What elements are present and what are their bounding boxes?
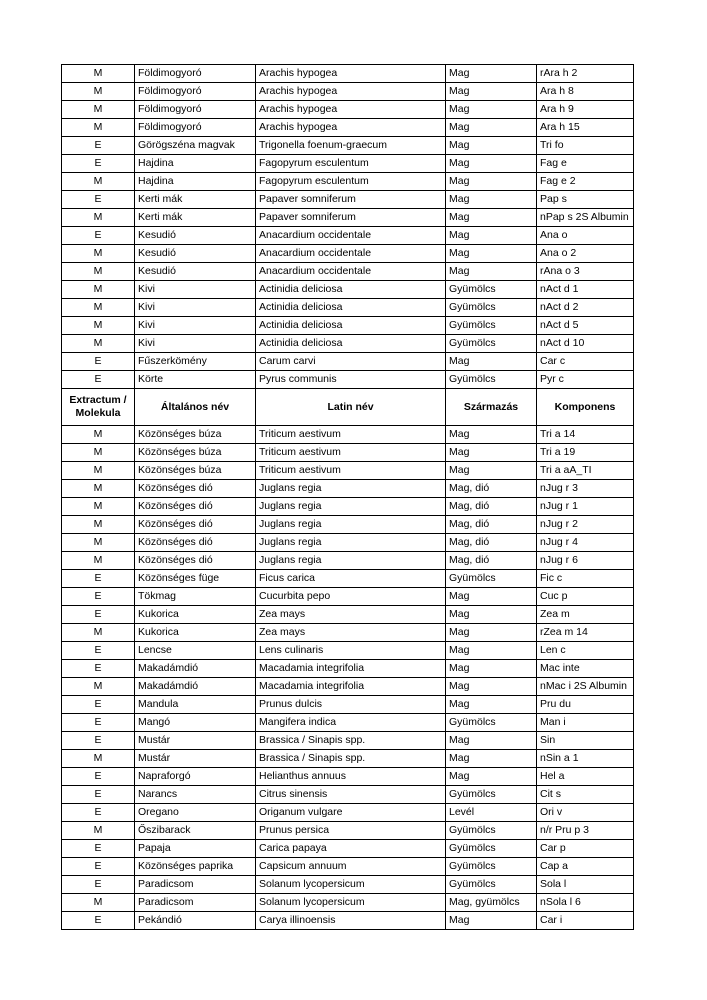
origin-cell: Mag: [446, 606, 537, 624]
common-name-cell: Őszibarack: [135, 822, 256, 840]
origin-cell: Mag: [446, 245, 537, 263]
common-name-cell: Papaja: [135, 840, 256, 858]
table-row: [62, 732, 634, 750]
latin-name-cell: Triticum aestivum: [256, 426, 446, 444]
header-altalanos-nev: Általános név: [135, 389, 256, 426]
type-cell: M: [62, 209, 135, 227]
common-name-cell: Kukorica: [135, 606, 256, 624]
common-name-cell: Lencse: [135, 642, 256, 660]
component-cell: Fic c: [537, 570, 634, 588]
origin-cell: Gyümölcs: [446, 714, 537, 732]
table-row: [62, 281, 634, 299]
component-cell: Pru du: [537, 696, 634, 714]
origin-cell: Mag, gyümölcs: [446, 894, 537, 912]
origin-cell: Mag: [446, 65, 537, 83]
origin-cell: Mag: [446, 353, 537, 371]
type-cell: E: [62, 191, 135, 209]
type-cell: E: [62, 606, 135, 624]
common-name-cell: Közönséges búza: [135, 462, 256, 480]
type-cell: M: [62, 552, 135, 570]
component-cell: Ana o 2: [537, 245, 634, 263]
table-header-group: [62, 389, 634, 426]
common-name-cell: Kerti mák: [135, 209, 256, 227]
common-name-cell: Oregano: [135, 804, 256, 822]
component-cell: nJug r 3: [537, 480, 634, 498]
type-cell: M: [62, 299, 135, 317]
table-row: [62, 317, 634, 335]
latin-name-cell: Solanum lycopersicum: [256, 876, 446, 894]
type-cell: E: [62, 353, 135, 371]
common-name-cell: Kivi: [135, 281, 256, 299]
type-cell: M: [62, 462, 135, 480]
common-name-cell: Kesudió: [135, 227, 256, 245]
origin-cell: Mag: [446, 624, 537, 642]
type-cell: M: [62, 624, 135, 642]
latin-name-cell: Actinidia deliciosa: [256, 281, 446, 299]
origin-cell: Mag: [446, 227, 537, 245]
type-cell: E: [62, 912, 135, 930]
type-cell: E: [62, 137, 135, 155]
origin-cell: Gyümölcs: [446, 876, 537, 894]
table-row: [62, 444, 634, 462]
common-name-cell: Görögszéna magvak: [135, 137, 256, 155]
table-row: [62, 353, 634, 371]
latin-name-cell: Juglans regia: [256, 498, 446, 516]
type-cell: E: [62, 696, 135, 714]
origin-cell: Mag: [446, 83, 537, 101]
common-name-cell: Mustár: [135, 732, 256, 750]
component-cell: Fag e 2: [537, 173, 634, 191]
component-cell: Pap s: [537, 191, 634, 209]
latin-name-cell: Arachis hypogea: [256, 83, 446, 101]
origin-cell: Mag: [446, 101, 537, 119]
origin-cell: Mag: [446, 155, 537, 173]
latin-name-cell: Carya illinoensis: [256, 912, 446, 930]
component-cell: Cap a: [537, 858, 634, 876]
common-name-cell: Kivi: [135, 335, 256, 353]
type-cell: M: [62, 101, 135, 119]
origin-cell: Mag: [446, 173, 537, 191]
type-cell: M: [62, 516, 135, 534]
latin-name-cell: Anacardium occidentale: [256, 263, 446, 281]
type-cell: M: [62, 534, 135, 552]
table-row: [62, 858, 634, 876]
table-row: [62, 534, 634, 552]
component-cell: n/r Pru p 3: [537, 822, 634, 840]
table-row: [62, 804, 634, 822]
table-row: [62, 209, 634, 227]
component-cell: nSola l 6: [537, 894, 634, 912]
origin-cell: Mag: [446, 588, 537, 606]
header-latin-nev: Latin név: [256, 389, 446, 426]
common-name-cell: Mangó: [135, 714, 256, 732]
table-row: [62, 263, 634, 281]
type-cell: E: [62, 714, 135, 732]
latin-name-cell: Mangifera indica: [256, 714, 446, 732]
origin-cell: Mag: [446, 660, 537, 678]
origin-cell: Gyümölcs: [446, 786, 537, 804]
component-cell: Car p: [537, 840, 634, 858]
latin-name-cell: Origanum vulgare: [256, 804, 446, 822]
component-cell: rAna o 3: [537, 263, 634, 281]
type-cell: E: [62, 227, 135, 245]
latin-name-cell: Prunus dulcis: [256, 696, 446, 714]
component-cell: nAct d 10: [537, 335, 634, 353]
latin-name-cell: Arachis hypogea: [256, 119, 446, 137]
latin-name-cell: Anacardium occidentale: [256, 227, 446, 245]
common-name-cell: Narancs: [135, 786, 256, 804]
component-cell: Cit s: [537, 786, 634, 804]
table-row: [62, 876, 634, 894]
origin-cell: Mag: [446, 750, 537, 768]
origin-cell: Mag: [446, 768, 537, 786]
origin-cell: Gyümölcs: [446, 570, 537, 588]
latin-name-cell: Brassica / Sinapis spp.: [256, 732, 446, 750]
origin-cell: Gyümölcs: [446, 840, 537, 858]
component-cell: Fag e: [537, 155, 634, 173]
table-row: [62, 786, 634, 804]
type-cell: E: [62, 768, 135, 786]
latin-name-cell: Macadamia integrifolia: [256, 660, 446, 678]
component-cell: Car i: [537, 912, 634, 930]
table-row: [62, 768, 634, 786]
origin-cell: Mag: [446, 732, 537, 750]
common-name-cell: Közönséges füge: [135, 570, 256, 588]
common-name-cell: Kivi: [135, 299, 256, 317]
latin-name-cell: Triticum aestivum: [256, 444, 446, 462]
table-row: [62, 299, 634, 317]
component-cell: Tri a aA_TI: [537, 462, 634, 480]
latin-name-cell: Carica papaya: [256, 840, 446, 858]
type-cell: M: [62, 317, 135, 335]
component-cell: Ana o: [537, 227, 634, 245]
table-row: [62, 137, 634, 155]
component-cell: Tri a 19: [537, 444, 634, 462]
component-cell: nAct d 5: [537, 317, 634, 335]
table-row: [62, 83, 634, 101]
table-row: [62, 624, 634, 642]
table-row: [62, 552, 634, 570]
type-cell: E: [62, 155, 135, 173]
type-cell: E: [62, 588, 135, 606]
table-row: [62, 65, 634, 83]
type-cell: M: [62, 498, 135, 516]
table-row: [62, 894, 634, 912]
table-row: [62, 155, 634, 173]
table-row: [62, 516, 634, 534]
origin-cell: Gyümölcs: [446, 858, 537, 876]
common-name-cell: Közönséges búza: [135, 444, 256, 462]
component-cell: Tri fo: [537, 137, 634, 155]
type-cell: M: [62, 894, 135, 912]
origin-cell: Mag: [446, 137, 537, 155]
common-name-cell: Közönséges búza: [135, 426, 256, 444]
latin-name-cell: Papaver somniferum: [256, 209, 446, 227]
component-cell: rZea m 14: [537, 624, 634, 642]
latin-name-cell: Citrus sinensis: [256, 786, 446, 804]
type-cell: M: [62, 444, 135, 462]
component-cell: nAct d 2: [537, 299, 634, 317]
component-cell: Sola l: [537, 876, 634, 894]
common-name-cell: Pekándió: [135, 912, 256, 930]
latin-name-cell: Pyrus communis: [256, 371, 446, 389]
common-name-cell: Közönséges dió: [135, 534, 256, 552]
table-row: [62, 588, 634, 606]
common-name-cell: Tökmag: [135, 588, 256, 606]
common-name-cell: Kukorica: [135, 624, 256, 642]
type-cell: E: [62, 858, 135, 876]
component-cell: nJug r 4: [537, 534, 634, 552]
table-row: [62, 245, 634, 263]
type-cell: M: [62, 173, 135, 191]
component-cell: Pyr c: [537, 371, 634, 389]
component-cell: Car c: [537, 353, 634, 371]
origin-cell: Mag: [446, 209, 537, 227]
origin-cell: Mag: [446, 642, 537, 660]
common-name-cell: Földimogyoró: [135, 119, 256, 137]
origin-cell: Mag: [446, 426, 537, 444]
table-row: [62, 822, 634, 840]
component-cell: Ori v: [537, 804, 634, 822]
component-cell: Hel a: [537, 768, 634, 786]
latin-name-cell: Actinidia deliciosa: [256, 335, 446, 353]
table-row: [62, 678, 634, 696]
latin-name-cell: Cucurbita pepo: [256, 588, 446, 606]
origin-cell: Mag: [446, 263, 537, 281]
latin-name-cell: Juglans regia: [256, 480, 446, 498]
table-row: [62, 101, 634, 119]
common-name-cell: Kivi: [135, 317, 256, 335]
type-cell: E: [62, 371, 135, 389]
table-row: [62, 371, 634, 389]
common-name-cell: Földimogyoró: [135, 101, 256, 119]
origin-cell: Mag: [446, 119, 537, 137]
table-row: [62, 227, 634, 245]
latin-name-cell: Lens culinaris: [256, 642, 446, 660]
component-cell: Len c: [537, 642, 634, 660]
table-body-top: [62, 65, 634, 389]
table-row: [62, 606, 634, 624]
common-name-cell: Közönséges dió: [135, 480, 256, 498]
table-row: [62, 462, 634, 480]
type-cell: E: [62, 570, 135, 588]
latin-name-cell: Capsicum annuum: [256, 858, 446, 876]
latin-name-cell: Juglans regia: [256, 552, 446, 570]
component-cell: nJug r 6: [537, 552, 634, 570]
type-cell: M: [62, 281, 135, 299]
origin-cell: Gyümölcs: [446, 317, 537, 335]
type-cell: M: [62, 245, 135, 263]
table-row: [62, 191, 634, 209]
table-row: [62, 173, 634, 191]
type-cell: M: [62, 480, 135, 498]
table-body-bottom: [62, 426, 634, 930]
origin-cell: Mag: [446, 462, 537, 480]
type-cell: M: [62, 335, 135, 353]
common-name-cell: Közönséges dió: [135, 516, 256, 534]
type-cell: E: [62, 876, 135, 894]
component-cell: Tri a 14: [537, 426, 634, 444]
latin-name-cell: Anacardium occidentale: [256, 245, 446, 263]
component-cell: nJug r 1: [537, 498, 634, 516]
common-name-cell: Körte: [135, 371, 256, 389]
component-cell: nPap s 2S Albumin: [537, 209, 634, 227]
type-cell: M: [62, 750, 135, 768]
latin-name-cell: Fagopyrum esculentum: [256, 173, 446, 191]
origin-cell: Gyümölcs: [446, 371, 537, 389]
type-cell: E: [62, 804, 135, 822]
header-szarmazas: Származás: [446, 389, 537, 426]
component-cell: rAra h 2: [537, 65, 634, 83]
component-cell: Cuc p: [537, 588, 634, 606]
allergen-table: [61, 64, 634, 930]
component-cell: nSin a 1: [537, 750, 634, 768]
table-row: [62, 714, 634, 732]
component-cell: nJug r 2: [537, 516, 634, 534]
origin-cell: Mag: [446, 444, 537, 462]
latin-name-cell: Actinidia deliciosa: [256, 299, 446, 317]
latin-name-cell: Brassica / Sinapis spp.: [256, 750, 446, 768]
component-cell: Ara h 8: [537, 83, 634, 101]
type-cell: M: [62, 263, 135, 281]
latin-name-cell: Fagopyrum esculentum: [256, 155, 446, 173]
origin-cell: Mag, dió: [446, 516, 537, 534]
origin-cell: Gyümölcs: [446, 335, 537, 353]
common-name-cell: Földimogyoró: [135, 83, 256, 101]
table-row: [62, 642, 634, 660]
latin-name-cell: Solanum lycopersicum: [256, 894, 446, 912]
latin-name-cell: Macadamia integrifolia: [256, 678, 446, 696]
origin-cell: Mag: [446, 696, 537, 714]
table-row: [62, 498, 634, 516]
common-name-cell: Mandula: [135, 696, 256, 714]
type-cell: M: [62, 65, 135, 83]
latin-name-cell: Trigonella foenum-graecum: [256, 137, 446, 155]
latin-name-cell: Arachis hypogea: [256, 65, 446, 83]
common-name-cell: Hajdina: [135, 155, 256, 173]
table-row: [62, 426, 634, 444]
origin-cell: Mag: [446, 191, 537, 209]
origin-cell: Gyümölcs: [446, 281, 537, 299]
type-cell: M: [62, 119, 135, 137]
type-cell: M: [62, 678, 135, 696]
latin-name-cell: Carum carvi: [256, 353, 446, 371]
component-cell: nAct d 1: [537, 281, 634, 299]
latin-name-cell: Prunus persica: [256, 822, 446, 840]
header-row: [62, 389, 634, 426]
table-row: [62, 335, 634, 353]
origin-cell: Gyümölcs: [446, 299, 537, 317]
table-row: [62, 570, 634, 588]
common-name-cell: Közönséges dió: [135, 552, 256, 570]
table-row: [62, 660, 634, 678]
type-cell: E: [62, 642, 135, 660]
type-cell: M: [62, 822, 135, 840]
latin-name-cell: Actinidia deliciosa: [256, 317, 446, 335]
latin-name-cell: Ficus carica: [256, 570, 446, 588]
common-name-cell: Kesudió: [135, 245, 256, 263]
origin-cell: Mag, dió: [446, 480, 537, 498]
origin-cell: Mag, dió: [446, 534, 537, 552]
common-name-cell: Kerti mák: [135, 191, 256, 209]
common-name-cell: Közönséges paprika: [135, 858, 256, 876]
common-name-cell: Hajdina: [135, 173, 256, 191]
common-name-cell: Makadámdió: [135, 678, 256, 696]
table-row: [62, 119, 634, 137]
common-name-cell: Makadámdió: [135, 660, 256, 678]
common-name-cell: Kesudió: [135, 263, 256, 281]
common-name-cell: Közönséges dió: [135, 498, 256, 516]
header-extractum-molekula: Extractum / Molekula: [62, 389, 135, 426]
latin-name-cell: Arachis hypogea: [256, 101, 446, 119]
component-cell: Man i: [537, 714, 634, 732]
latin-name-cell: Zea mays: [256, 606, 446, 624]
origin-cell: Mag, dió: [446, 498, 537, 516]
origin-cell: Levél: [446, 804, 537, 822]
latin-name-cell: Helianthus annuus: [256, 768, 446, 786]
common-name-cell: Paradicsom: [135, 894, 256, 912]
latin-name-cell: Juglans regia: [256, 534, 446, 552]
component-cell: Zea m: [537, 606, 634, 624]
type-cell: M: [62, 83, 135, 101]
table-row: [62, 480, 634, 498]
common-name-cell: Paradicsom: [135, 876, 256, 894]
common-name-cell: Földimogyoró: [135, 65, 256, 83]
origin-cell: Gyümölcs: [446, 822, 537, 840]
component-cell: nMac i 2S Albumin: [537, 678, 634, 696]
latin-name-cell: Zea mays: [256, 624, 446, 642]
header-komponens: Komponens: [537, 389, 634, 426]
latin-name-cell: Juglans regia: [256, 516, 446, 534]
origin-cell: Mag, dió: [446, 552, 537, 570]
component-cell: Sin: [537, 732, 634, 750]
common-name-cell: Napraforgó: [135, 768, 256, 786]
table-row: [62, 750, 634, 768]
origin-cell: Mag: [446, 912, 537, 930]
type-cell: E: [62, 660, 135, 678]
type-cell: E: [62, 732, 135, 750]
origin-cell: Mag: [446, 678, 537, 696]
table-row: [62, 840, 634, 858]
type-cell: E: [62, 786, 135, 804]
component-cell: Ara h 15: [537, 119, 634, 137]
component-cell: Mac inte: [537, 660, 634, 678]
table-row: [62, 696, 634, 714]
component-cell: Ara h 9: [537, 101, 634, 119]
type-cell: E: [62, 840, 135, 858]
latin-name-cell: Papaver somniferum: [256, 191, 446, 209]
type-cell: M: [62, 426, 135, 444]
latin-name-cell: Triticum aestivum: [256, 462, 446, 480]
common-name-cell: Mustár: [135, 750, 256, 768]
common-name-cell: Fűszerkömény: [135, 353, 256, 371]
table-row: [62, 912, 634, 930]
